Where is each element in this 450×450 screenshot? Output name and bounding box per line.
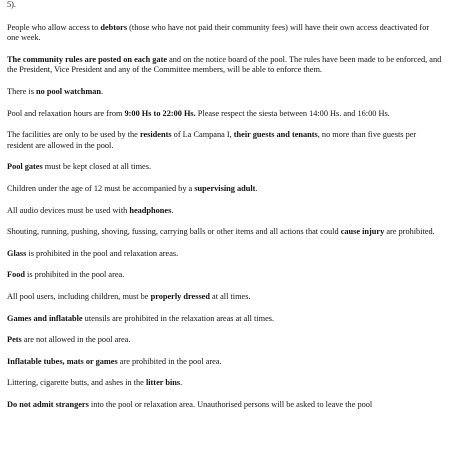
text-run: must be kept closed at all times. — [42, 162, 152, 172]
bold-text: no pool watchman — [36, 86, 102, 96]
text-run: The facilities are only to be used by the — [7, 130, 140, 140]
paragraph-residents — [7, 130, 443, 151]
paragraph-rules-posted — [7, 55, 443, 76]
text-run: People who allow access to — [7, 22, 101, 32]
text-run: 5). — [7, 0, 16, 9]
text-run: is prohibited in the pool and relaxation areas. — [26, 248, 179, 258]
paragraph-headphones — [7, 206, 443, 217]
text-run: . — [171, 205, 174, 215]
paragraph-continuation — [7, 0, 443, 11]
bold-text: cause injury — [340, 227, 385, 237]
text-run: (those who have not paid their community fees) will have their own access deactivated for one week. — [7, 22, 430, 43]
bold-text: Pool gates — [7, 162, 43, 172]
paragraph-dressed — [7, 292, 443, 303]
bold-text: supervising adult — [194, 183, 256, 193]
text-run: . — [101, 86, 104, 96]
text-run: There is — [7, 86, 37, 96]
text-run: are prohibited in the pool area. — [117, 356, 222, 366]
text-run: and on the notice board of the pool. The rules have been made to be enforced, and the President, Vice President and any of the Committee members, will be able to enforce them. — [7, 54, 442, 75]
paragraph-no-watchman — [7, 87, 443, 98]
text-run: Littering, cigarette butts, and ashes in the — [7, 378, 146, 388]
text-run: of La Campana I, — [171, 130, 234, 140]
text-run: All pool users, including children, must be — [7, 291, 151, 301]
paragraph-strangers — [7, 400, 443, 411]
paragraph-glass — [7, 249, 443, 260]
paragraph-pets — [7, 335, 443, 346]
paragraph-gates-closed — [7, 162, 443, 173]
paragraph-children — [7, 184, 443, 195]
text-run: is prohibited in the pool area. — [24, 270, 125, 280]
text-run: at all times. — [209, 291, 251, 301]
bold-text: Pets — [7, 335, 22, 345]
text-run: Pool and relaxation hours are from — [7, 108, 125, 118]
text-run: , no more than five guests per resident are allowed in the pool. — [7, 130, 417, 150]
text-run: Shouting, running, pushing, shoving, fussing, carrying balls or other items and all actions that could — [7, 227, 341, 237]
text-run: Please respect the siesta between 14:00 Hs. and 16:00 Hs. — [195, 108, 390, 118]
bold-text: The community rules are posted on each gate — [7, 54, 168, 64]
paragraph-inflatables — [7, 357, 443, 368]
text-run: are prohibited. — [384, 227, 435, 237]
bold-text: headphones — [129, 205, 172, 215]
text-run: . — [180, 378, 183, 388]
text-run: are not allowed in the pool area. — [21, 335, 131, 345]
bold-text: litter bins — [145, 378, 181, 388]
paragraph-debtors — [7, 23, 443, 44]
bold-text: Do not admit strangers — [7, 399, 89, 409]
bold-text: their guests and tenants — [233, 130, 318, 140]
bold-text: properly dressed — [150, 291, 210, 301]
bold-text: Inflatable tubes, mats or games — [7, 356, 118, 366]
text-run: Children under the age of 12 must be accompanied by a — [7, 183, 195, 193]
text-run: utensils are prohibited in the relaxation areas at all times. — [82, 313, 275, 323]
bold-text: 9:00 Hs to 22:00 Hs. — [124, 108, 196, 118]
text-run: into the pool or relaxation area. Unauthorised persons will be asked to leave the pool — [88, 399, 373, 409]
bold-text: Food — [7, 270, 25, 280]
text-run: . — [255, 183, 258, 193]
paragraph-shouting — [7, 227, 443, 238]
bold-text: debtors — [100, 22, 128, 32]
bold-text: residents — [139, 130, 172, 140]
paragraph-food — [7, 270, 443, 281]
paragraph-hours — [7, 109, 443, 120]
paragraph-games — [7, 314, 443, 325]
bold-text: Glass — [7, 248, 27, 258]
text-run: All audio devices must be used with — [7, 205, 130, 215]
bold-text: Games and inflatable — [7, 313, 83, 323]
paragraph-littering — [7, 378, 443, 389]
